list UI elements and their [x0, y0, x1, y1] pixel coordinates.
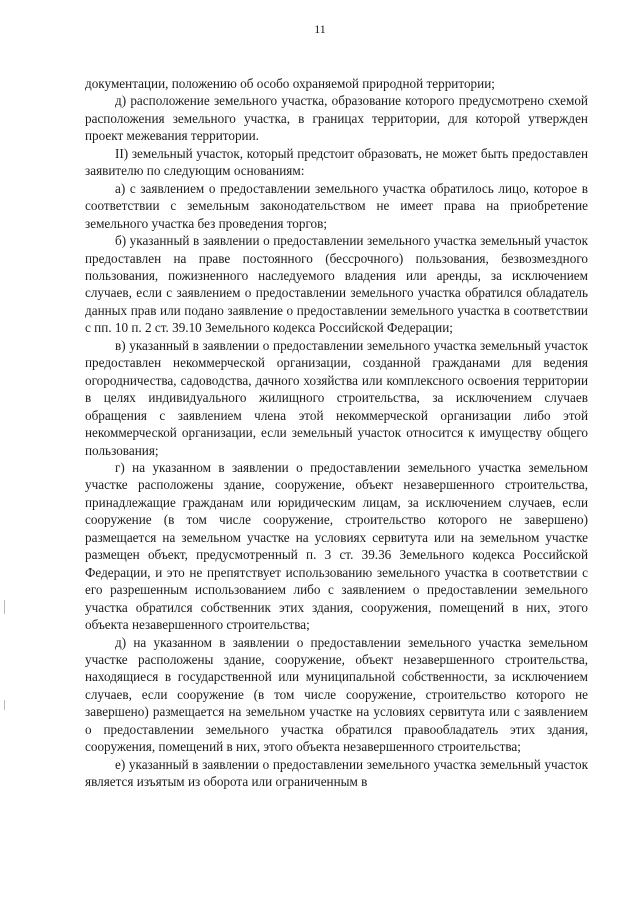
- paragraph-item-b: б) указанный в заявлении о предоставлении земельного участка земельный участок предоставлен на праве постоянного (бессрочного) пользования, безвозмездного пользования, пожизненного наследуемого владения или аренды, за исключением случаев, если с заявлением о предоставлении земельного участка обратился обладатель данных прав или подано заявление о предоставлении земельного участка в соответствии с пп. 10 п. 2 ст. 39.10 Земельного кодекса Российской Федерации;: [85, 233, 588, 336]
- paragraph-continuation: документации, положению об особо охраняемой природной территории;: [85, 76, 495, 91]
- paragraph-item-d: д) на указанном в заявлении о предоставлении земельного участка земельном участке расположены здание, сооружение, объект незавершенного строительства, находящиеся в государственной или муниципальной собственности, за исключением случаев, если сооружение (в том числе сооружение, строительство которого не завершено) размещается на земельном участке на условиях сервитута или с заявлением о предоставлении земельного участка обратился правообладатель этих здания, сооружения, помещений в них, этого объекта незавершенного строительства;: [85, 634, 588, 755]
- paragraph-item-v: в) указанный в заявлении о предоставлении земельного участка земельный участок предоставлен некоммерческой организации, созданной гражданами для ведения огородничества, садоводства, дачного хозяйства или комплексного освоения территории в целях индивидуального жилищного строительства, за исключением случаев обращения с заявлением члена этой некоммерческой организации либо этой некоммерческой организации, если земельный участок относится к имуществу общего пользования;: [85, 337, 588, 458]
- paragraph-item-d-location: д) расположение земельного участка, образование которого предусмотрено схемой расположения земельного участка, в границах территории, для которой утвержден проект межевания территории.: [85, 93, 588, 144]
- page-number: 11: [314, 22, 326, 36]
- paragraph-item-g: г) на указанном в заявлении о предоставлении земельного участка земельном участке расположены здание, сооружение, объект незавершенного строительства, принадлежащие гражданам или юридическим лицам, за исключением случаев, если сооружение (в том числе сооружение, строительство которого не завершено) размещается на земельном участке на условиях сервитута или на земельном участке размещен объект, предусмотренный п. 3 ст. 39.36 Земельного кодекса Российской Федерации, и это не препятствует использованию земельного участка в соответствии с его разрешенным использованием либо с заявлением о предоставлении земельного участка обратился собственник этих здания, сооружения, помещений в них, этого объекта незавершенного строительства;: [85, 459, 588, 633]
- scan-edge-mark: [4, 600, 5, 614]
- paragraph-section-ii-grounds: II) земельный участок, который предстоит образовать, не может быть предоставлен заявителю по следующим основаниям:: [85, 145, 588, 179]
- paragraph-item-a: а) с заявлением о предоставлении земельного участка обратилось лицо, которое в соответствии с земельным законодательством не имеет права на приобретение земельного участка без проведения торгов;: [85, 180, 588, 231]
- document-body: [85, 75, 588, 791]
- paragraph-item-e: е) указанный в заявлении о предоставлении земельного участка земельный участок является изъятым из оборота или ограниченным в: [85, 756, 588, 790]
- scan-edge-mark: [4, 700, 5, 710]
